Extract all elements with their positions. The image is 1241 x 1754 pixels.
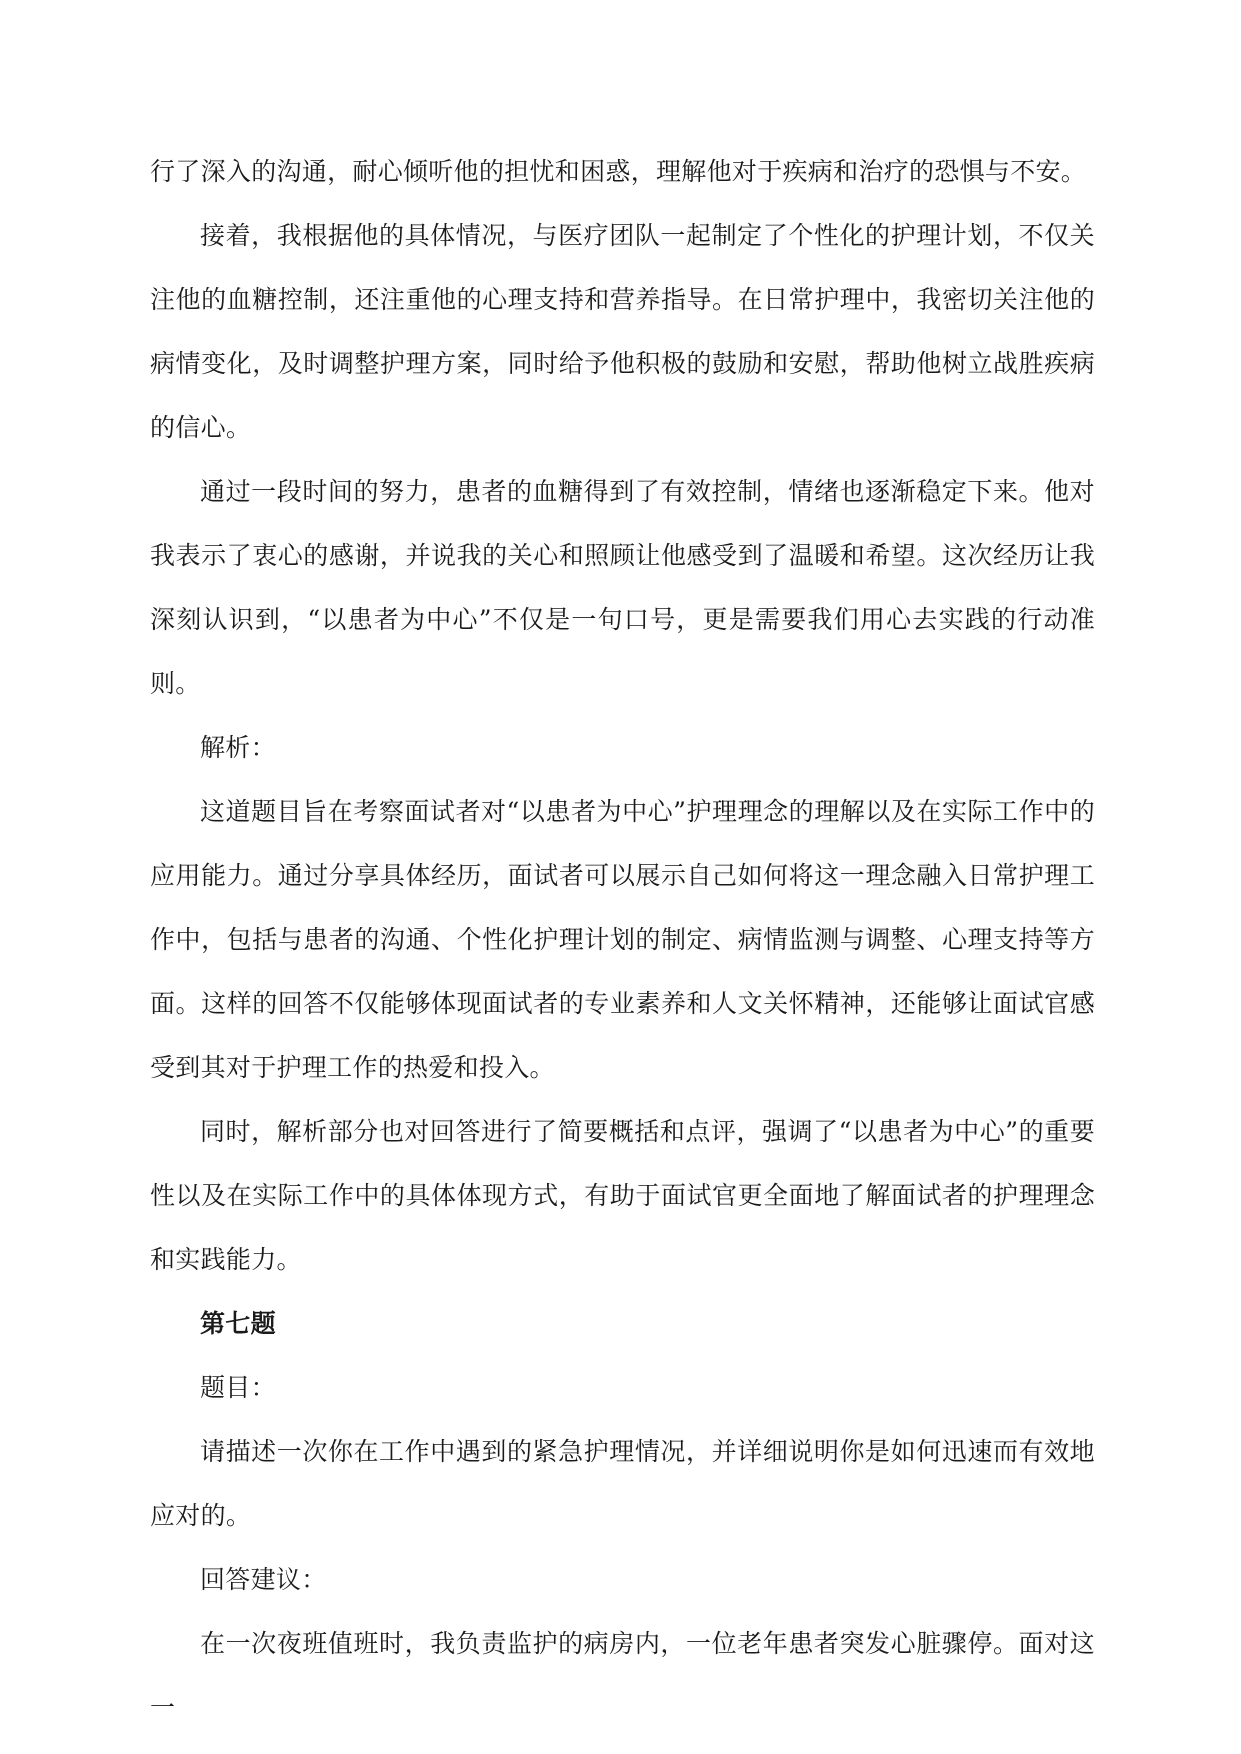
paragraph-analysis: 这道题目旨在考察面试者对“以患者为中心”护理理念的理解以及在实际工作中的应用能力。通过分享具体经历，面试者可以展示自己如何将这一理念融入日常护理工作中，包括与患者的沟通、个性化护理计划的制定、病情监测与调整、心理支持等方面。这样的回答不仅能够体现面试者的专业素养和人文关怀精神，还能够让面试官感受到其对于护理工作的热爱和投入。 [150,797,1095,1082]
answer-suggestion-label: 回答建议： [200,1565,327,1594]
question-text: 请描述一次你在工作中遇到的紧急护理情况，并详细说明你是如何迅速而有效地应对的。 [150,1437,1095,1530]
paragraph-analysis-summary: 同时，解析部分也对回答进行了简要概括和点评，强调了“以患者为中心”的重要性以及在实际工作中的具体体现方式，有助于面试官更全面地了解面试者的护理理念和实践能力。 [150,1117,1095,1274]
paragraph-outcome: 通过一段时间的努力，患者的血糖得到了有效控制，情绪也逐渐稳定下来。他对我表示了衷心的感谢，并说我的关心和照顾让他感受到了温暖和希望。这次经历让我深刻认识到，“以患者为中心”不仅是一句口号，更是需要我们用心去实践的行动准则。 [150,477,1095,698]
document-page [150,140,1095,1740]
question-label: 题目： [200,1373,276,1402]
paragraph-continuation: 行了深入的沟通，耐心倾听他的担忧和困惑，理解他对于疾病和治疗的恐惧与不安。 [150,157,1087,186]
paragraph-emergency: 在一次夜班值班时，我负责监护的病房内，一位老年患者突发心脏骤停。面对这一 [150,1629,1095,1722]
paragraph-care-plan: 接着，我根据他的具体情况，与医疗团队一起制定了个性化的护理计划，不仅关注他的血糖控制，还注重他的心理支持和营养指导。在日常护理中，我密切关注他的病情变化，及时调整护理方案，同时给予他积极的鼓励和安慰，帮助他树立战胜疾病的信心。 [150,221,1095,442]
analysis-label: 解析： [200,733,276,762]
question-heading: 第七题 [200,1309,276,1338]
